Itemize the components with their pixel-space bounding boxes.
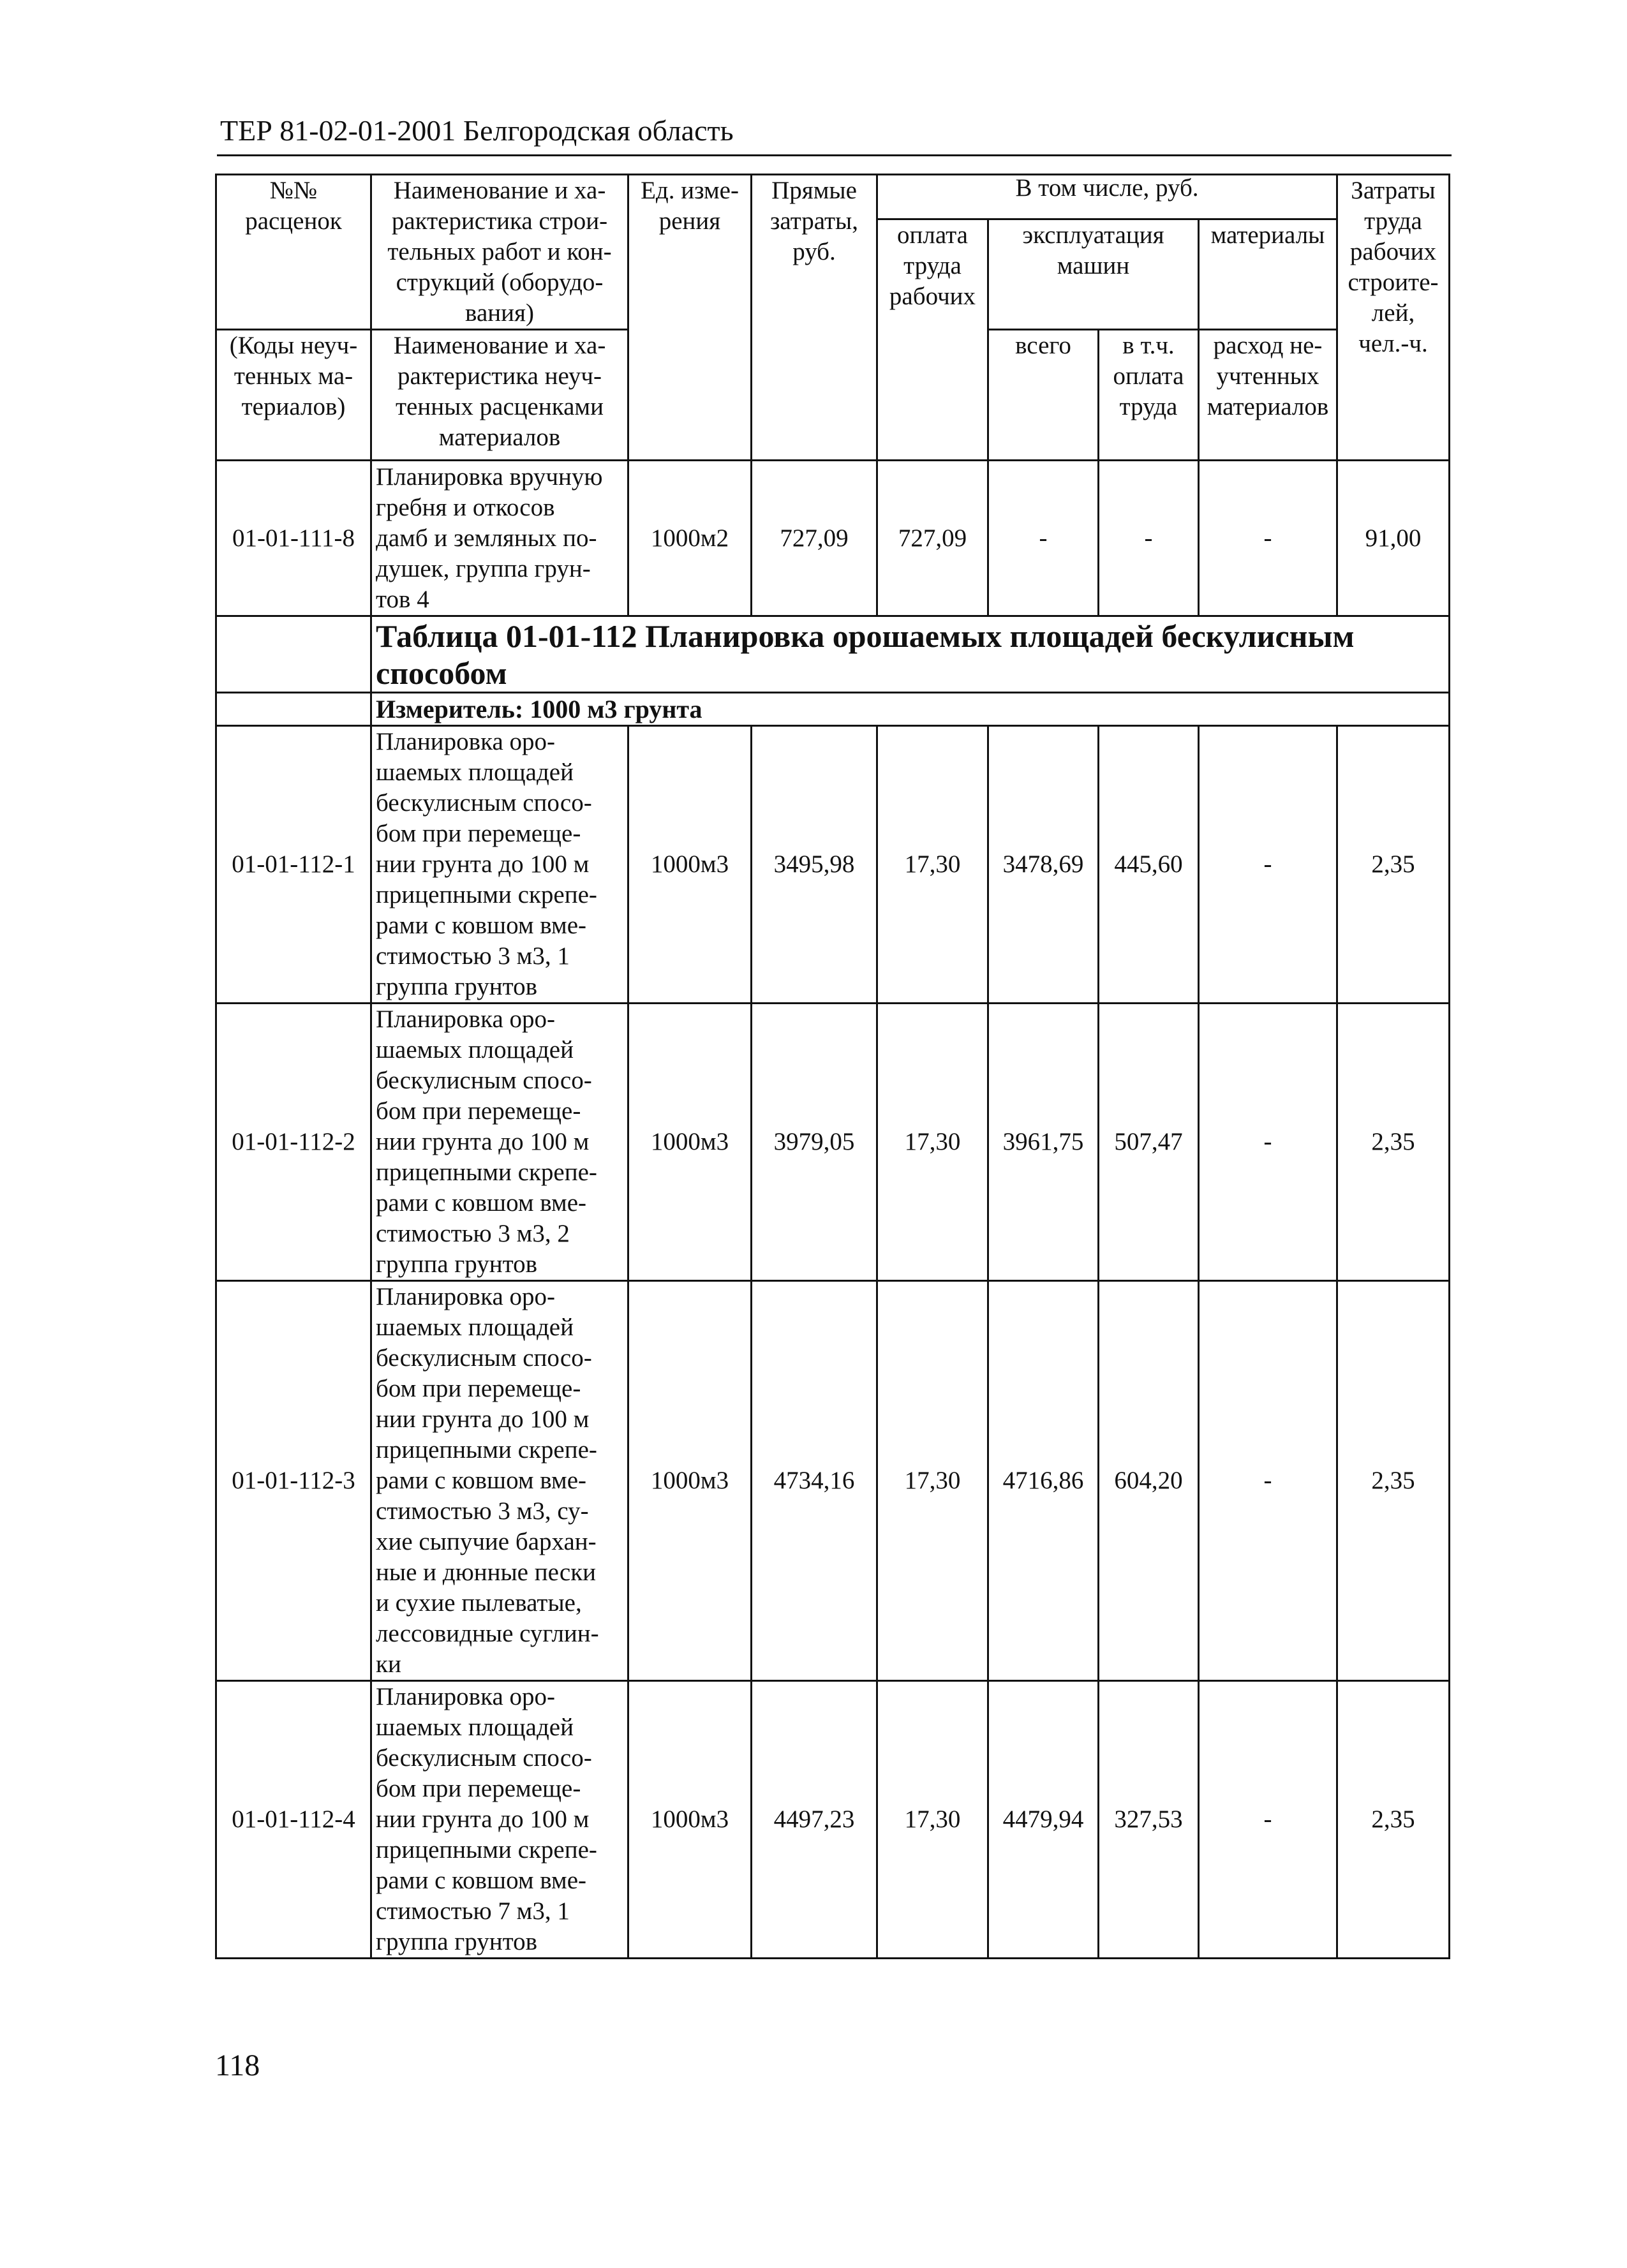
col-labor-header — [1337, 175, 1450, 461]
col-code-label: №№ расценок — [245, 177, 342, 235]
col-code-sub-label: (Коды неуч- тенных ма- териалов) — [229, 332, 358, 420]
row-mach-total: 3478,69 — [988, 726, 1099, 1004]
row-labor: 2,35 — [1337, 1681, 1450, 1959]
row-code: 01-01-112-2 — [216, 1004, 371, 1281]
row-unit: 1000м3 — [628, 1281, 752, 1681]
table-row — [216, 726, 1450, 1004]
col-wages-header — [877, 219, 988, 461]
table-row — [216, 1004, 1450, 1281]
row-wages: 17,30 — [877, 726, 988, 1004]
page-number: 118 — [215, 2049, 260, 2082]
col-name-label: Наименование и ха- рактеристика строи- тельных работ и кон- струкций (оборудо- вания) — [387, 177, 612, 327]
row-unit: 1000м2 — [628, 461, 752, 616]
table-row — [216, 461, 1450, 616]
col-mach-wages-label: в т.ч. оплата труда — [1113, 332, 1184, 420]
table-measure: Измеритель: 1000 м3 грунта — [371, 693, 1450, 726]
row-mach-total: 3961,75 — [988, 1004, 1099, 1281]
col-name-header — [371, 175, 628, 330]
row-mach-total: 4479,94 — [988, 1681, 1099, 1959]
table-title: Таблица 01-01-112 Планировка орошаемых площадей бескулисным способом — [371, 616, 1450, 693]
table-row — [216, 1281, 1450, 1681]
row-code: 01-01-112-1 — [216, 726, 371, 1004]
row-unit: 1000м3 — [628, 726, 752, 1004]
col-materials-label: материалы — [1210, 221, 1325, 249]
row-wages: 17,30 — [877, 1281, 988, 1681]
row-mach-total: - — [988, 461, 1099, 616]
row-wages: 17,30 — [877, 1681, 988, 1959]
row-mach-wages: 327,53 — [1099, 1681, 1199, 1959]
row-mach-wages: - — [1099, 461, 1199, 616]
row-materials: - — [1199, 1004, 1337, 1281]
row-mach-wages: 507,47 — [1099, 1004, 1199, 1281]
col-direct-header — [752, 175, 877, 461]
col-unacc-header — [1199, 330, 1337, 461]
rates-table — [215, 174, 1450, 1959]
col-direct-label: Прямые затраты, руб. — [769, 177, 859, 265]
table-row — [216, 1681, 1450, 1959]
row-materials: - — [1199, 726, 1337, 1004]
col-mach-wages-header — [1099, 330, 1199, 461]
col-name-sub-label: Наименование и ха- рактеристика неуч- тенных расценками материалов — [393, 332, 606, 451]
col-mach-total-label: всего — [1015, 332, 1071, 359]
col-incl-header — [877, 175, 1337, 219]
row-direct: 727,09 — [752, 461, 877, 616]
row-labor: 2,35 — [1337, 1281, 1450, 1681]
row-mach-wages: 604,20 — [1099, 1281, 1199, 1681]
measure-spacer — [216, 693, 371, 726]
row-mach-wages: 445,60 — [1099, 726, 1199, 1004]
row-code: 01-01-111-8 — [216, 461, 371, 616]
col-incl-label: В том числе, руб. — [1015, 174, 1199, 202]
col-mach-total-header — [988, 330, 1099, 461]
header-rule — [217, 154, 1452, 156]
row-wages: 727,09 — [877, 461, 988, 616]
col-machines-label: эксплуатация машин — [1022, 221, 1164, 279]
row-direct: 3979,05 — [752, 1004, 877, 1281]
col-labor-label: Затраты труда рабочих строите- лей, чел.-ч. — [1348, 177, 1439, 357]
row-materials: - — [1199, 1681, 1337, 1959]
row-mach-total: 4716,86 — [988, 1281, 1099, 1681]
row-labor: 2,35 — [1337, 726, 1450, 1004]
row-direct: 4734,16 — [752, 1281, 877, 1681]
row-materials: - — [1199, 1281, 1337, 1681]
row-name: Планировка оро- шаемых площадей бескулисным спосо- бом при перемеще- нии грунта до 100 м прицепными скрепе- рами с ковшом вме- стимостью 3 м3, 2 группа грунтов — [371, 1004, 628, 1281]
col-unit-header — [628, 175, 752, 461]
col-unacc-label: расход не- учтенных материалов — [1207, 332, 1329, 420]
row-direct: 4497,23 — [752, 1681, 877, 1959]
col-unit-label: Ед. изме- рения — [641, 177, 739, 235]
col-machines-header — [988, 219, 1199, 329]
col-code-header — [216, 175, 371, 330]
col-wages-label: оплата труда рабочих — [889, 221, 976, 310]
row-code: 01-01-112-4 — [216, 1681, 371, 1959]
title-spacer — [216, 616, 371, 693]
col-materials-header — [1199, 219, 1337, 329]
row-name: Планировка оро- шаемых площадей бескулисным спосо- бом при перемеще- нии грунта до 100 м прицепными скрепе- рами с ковшом вме- стимостью 3 м3, су- хие сыпучие бархан- ные и дюнные пески и сухие пылеватые, лессовидные суглин- ки — [371, 1281, 628, 1681]
row-code: 01-01-112-3 — [216, 1281, 371, 1681]
row-direct: 3495,98 — [752, 726, 877, 1004]
row-materials: - — [1199, 461, 1337, 616]
row-name: Планировка оро- шаемых площадей бескулисным спосо- бом при перемеще- нии грунта до 100 м прицепными скрепе- рами с ковшом вме- стимостью 3 м3, 1 группа грунтов — [371, 726, 628, 1004]
row-name: Планировка оро- шаемых площадей бескулисным спосо- бом при перемеще- нии грунта до 100 м прицепными скрепе- рами с ковшом вме- стимостью 7 м3, 1 группа грунтов — [371, 1681, 628, 1959]
col-code-sub-header — [216, 330, 371, 461]
row-name: Планировка вручную гребня и откосов дамб и земляных по- душек, группа грун- тов 4 — [371, 461, 628, 616]
row-labor: 91,00 — [1337, 461, 1450, 616]
row-unit: 1000м3 — [628, 1681, 752, 1959]
col-name-sub-header — [371, 330, 628, 461]
page-header: ТЕР 81-02-01-2001 Белгородская область — [220, 114, 734, 147]
row-unit: 1000м3 — [628, 1004, 752, 1281]
row-wages: 17,30 — [877, 1004, 988, 1281]
row-labor: 2,35 — [1337, 1004, 1450, 1281]
